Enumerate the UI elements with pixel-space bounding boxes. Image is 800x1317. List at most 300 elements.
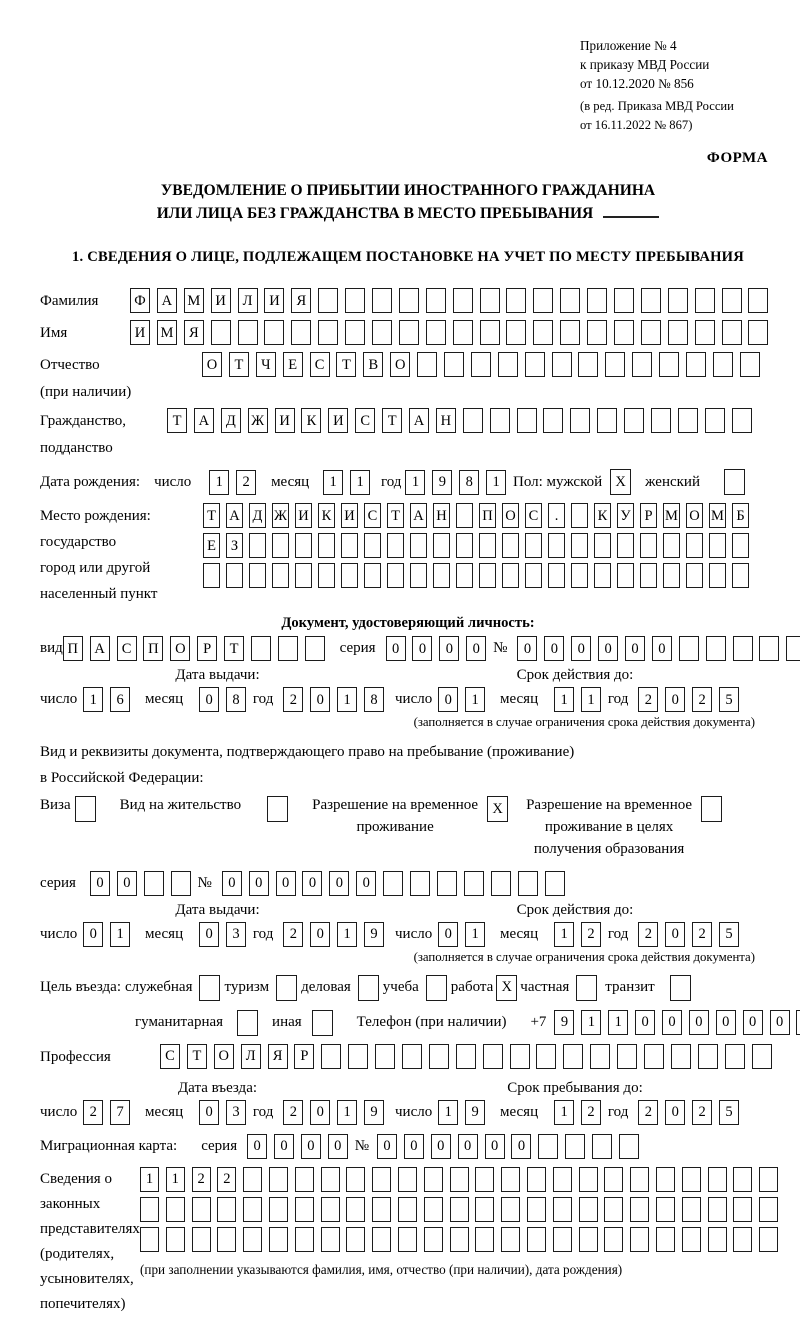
representatives-input-row2[interactable] bbox=[140, 1197, 785, 1222]
migration-number-input[interactable] bbox=[377, 1134, 646, 1159]
char-cell[interactable]: А bbox=[226, 503, 243, 528]
char-cell[interactable] bbox=[579, 1227, 598, 1252]
char-cell[interactable] bbox=[752, 1044, 772, 1069]
char-cell[interactable]: 0 bbox=[665, 687, 685, 712]
char-cell[interactable]: 0 bbox=[199, 922, 219, 947]
char-cell[interactable] bbox=[560, 288, 580, 313]
residence-expiry-month-input[interactable] bbox=[554, 922, 608, 947]
char-cell[interactable]: 2 bbox=[581, 1100, 601, 1125]
char-cell[interactable]: П bbox=[143, 636, 163, 661]
char-cell[interactable] bbox=[695, 288, 715, 313]
char-cell[interactable] bbox=[759, 1227, 778, 1252]
char-cell[interactable] bbox=[604, 1167, 623, 1192]
char-cell[interactable]: В bbox=[363, 352, 383, 377]
char-cell[interactable] bbox=[318, 288, 338, 313]
char-cell[interactable]: Я bbox=[291, 288, 311, 313]
char-cell[interactable]: 0 bbox=[431, 1134, 451, 1159]
char-cell[interactable] bbox=[269, 1197, 288, 1222]
patronymic-input[interactable] bbox=[202, 352, 767, 377]
char-cell[interactable]: 0 bbox=[438, 922, 458, 947]
char-cell[interactable] bbox=[398, 1167, 417, 1192]
char-cell[interactable] bbox=[251, 636, 271, 661]
char-cell[interactable]: К bbox=[594, 503, 611, 528]
surname-input[interactable] bbox=[130, 288, 775, 313]
char-cell[interactable] bbox=[238, 320, 258, 345]
purpose-tourism-checkbox[interactable] bbox=[276, 975, 297, 1001]
char-cell[interactable] bbox=[450, 1227, 469, 1252]
char-cell[interactable] bbox=[518, 871, 538, 896]
char-cell[interactable] bbox=[759, 1197, 778, 1222]
char-cell[interactable]: Л bbox=[241, 1044, 261, 1069]
char-cell[interactable] bbox=[759, 1167, 778, 1192]
char-cell[interactable] bbox=[587, 288, 607, 313]
char-cell[interactable]: Т bbox=[167, 408, 187, 433]
char-cell[interactable] bbox=[605, 352, 625, 377]
char-cell[interactable] bbox=[686, 563, 703, 588]
representatives-input-row3[interactable] bbox=[140, 1227, 785, 1252]
char-cell[interactable] bbox=[644, 1044, 664, 1069]
char-cell[interactable] bbox=[682, 1197, 701, 1222]
char-cell[interactable] bbox=[527, 1227, 546, 1252]
char-cell[interactable] bbox=[375, 1044, 395, 1069]
char-cell[interactable] bbox=[527, 1167, 546, 1192]
char-cell[interactable] bbox=[372, 288, 392, 313]
migration-series-input[interactable] bbox=[247, 1134, 355, 1159]
char-cell[interactable] bbox=[226, 563, 243, 588]
doc-kind-input[interactable] bbox=[63, 636, 332, 661]
char-cell[interactable] bbox=[594, 533, 611, 558]
char-cell[interactable] bbox=[479, 563, 496, 588]
char-cell[interactable]: Т bbox=[224, 636, 244, 661]
char-cell[interactable] bbox=[587, 320, 607, 345]
char-cell[interactable]: А bbox=[90, 636, 110, 661]
char-cell[interactable]: 0 bbox=[458, 1134, 478, 1159]
char-cell[interactable] bbox=[725, 1044, 745, 1069]
char-cell[interactable] bbox=[295, 1227, 314, 1252]
char-cell[interactable] bbox=[686, 352, 706, 377]
char-cell[interactable] bbox=[732, 533, 749, 558]
char-cell[interactable]: 8 bbox=[226, 687, 246, 712]
char-cell[interactable]: 0 bbox=[438, 687, 458, 712]
char-cell[interactable]: Ж bbox=[248, 408, 268, 433]
char-cell[interactable]: 8 bbox=[459, 470, 479, 495]
issue-month-input[interactable] bbox=[199, 687, 253, 712]
char-cell[interactable]: 0 bbox=[377, 1134, 397, 1159]
char-cell[interactable] bbox=[490, 408, 510, 433]
visa-checkbox[interactable] bbox=[75, 796, 96, 822]
expiry-day-input[interactable] bbox=[438, 687, 492, 712]
char-cell[interactable]: 0 bbox=[310, 687, 330, 712]
char-cell[interactable]: 1 bbox=[405, 470, 425, 495]
char-cell[interactable] bbox=[533, 288, 553, 313]
char-cell[interactable] bbox=[450, 1167, 469, 1192]
char-cell[interactable] bbox=[480, 320, 500, 345]
char-cell[interactable]: И bbox=[264, 288, 284, 313]
char-cell[interactable] bbox=[483, 1044, 503, 1069]
char-cell[interactable] bbox=[679, 636, 699, 661]
char-cell[interactable]: 1 bbox=[554, 1100, 574, 1125]
char-cell[interactable] bbox=[211, 320, 231, 345]
char-cell[interactable]: 0 bbox=[635, 1010, 655, 1035]
char-cell[interactable] bbox=[733, 1227, 752, 1252]
char-cell[interactable] bbox=[217, 1197, 236, 1222]
char-cell[interactable]: М bbox=[184, 288, 204, 313]
citizenship-input[interactable] bbox=[167, 408, 759, 433]
char-cell[interactable]: Т bbox=[382, 408, 402, 433]
char-cell[interactable] bbox=[525, 352, 545, 377]
char-cell[interactable]: Д bbox=[249, 503, 266, 528]
char-cell[interactable] bbox=[269, 1167, 288, 1192]
char-cell[interactable] bbox=[321, 1227, 340, 1252]
char-cell[interactable] bbox=[560, 320, 580, 345]
char-cell[interactable]: 3 bbox=[226, 1100, 246, 1125]
char-cell[interactable] bbox=[372, 1167, 391, 1192]
char-cell[interactable] bbox=[740, 352, 760, 377]
char-cell[interactable] bbox=[617, 533, 634, 558]
residence-issue-day-input[interactable] bbox=[83, 922, 137, 947]
char-cell[interactable] bbox=[748, 288, 768, 313]
profession-input[interactable] bbox=[160, 1044, 778, 1069]
char-cell[interactable] bbox=[295, 1167, 314, 1192]
char-cell[interactable]: С bbox=[364, 503, 381, 528]
char-cell[interactable] bbox=[594, 563, 611, 588]
char-cell[interactable] bbox=[456, 563, 473, 588]
char-cell[interactable] bbox=[538, 1134, 558, 1159]
char-cell[interactable]: 0 bbox=[466, 636, 486, 661]
char-cell[interactable]: 1 bbox=[465, 922, 485, 947]
char-cell[interactable] bbox=[140, 1227, 159, 1252]
char-cell[interactable]: 1 bbox=[608, 1010, 628, 1035]
char-cell[interactable]: С bbox=[310, 352, 330, 377]
char-cell[interactable] bbox=[630, 1227, 649, 1252]
char-cell[interactable] bbox=[456, 1044, 476, 1069]
char-cell[interactable]: Л bbox=[238, 288, 258, 313]
char-cell[interactable]: 0 bbox=[716, 1010, 736, 1035]
char-cell[interactable]: 2 bbox=[692, 1100, 712, 1125]
char-cell[interactable] bbox=[295, 1197, 314, 1222]
char-cell[interactable] bbox=[563, 1044, 583, 1069]
purpose-humanitarian-checkbox[interactable] bbox=[237, 1010, 258, 1036]
char-cell[interactable] bbox=[426, 288, 446, 313]
char-cell[interactable]: О bbox=[214, 1044, 234, 1069]
char-cell[interactable]: Т bbox=[387, 503, 404, 528]
char-cell[interactable]: И bbox=[341, 503, 358, 528]
char-cell[interactable]: К bbox=[318, 503, 335, 528]
char-cell[interactable]: 0 bbox=[274, 1134, 294, 1159]
char-cell[interactable]: З bbox=[226, 533, 243, 558]
residence-issue-year-input[interactable] bbox=[283, 922, 391, 947]
char-cell[interactable] bbox=[364, 533, 381, 558]
char-cell[interactable]: 0 bbox=[625, 636, 645, 661]
char-cell[interactable] bbox=[733, 1167, 752, 1192]
char-cell[interactable]: 1 bbox=[166, 1167, 185, 1192]
char-cell[interactable] bbox=[786, 636, 800, 661]
char-cell[interactable] bbox=[708, 1197, 727, 1222]
char-cell[interactable] bbox=[264, 320, 284, 345]
representatives-input-row1[interactable] bbox=[140, 1167, 785, 1192]
purpose-transit-checkbox[interactable] bbox=[670, 975, 691, 1001]
char-cell[interactable] bbox=[444, 352, 464, 377]
char-cell[interactable] bbox=[668, 288, 688, 313]
char-cell[interactable]: Д bbox=[221, 408, 241, 433]
char-cell[interactable]: У bbox=[617, 503, 634, 528]
char-cell[interactable] bbox=[709, 563, 726, 588]
char-cell[interactable] bbox=[346, 1227, 365, 1252]
char-cell[interactable] bbox=[796, 1010, 800, 1035]
char-cell[interactable] bbox=[709, 533, 726, 558]
temp-residence-checkbox[interactable]: X bbox=[487, 796, 508, 822]
purpose-official-checkbox[interactable] bbox=[199, 975, 220, 1001]
char-cell[interactable] bbox=[437, 871, 457, 896]
char-cell[interactable] bbox=[217, 1227, 236, 1252]
char-cell[interactable] bbox=[295, 563, 312, 588]
char-cell[interactable]: Ф bbox=[130, 288, 150, 313]
char-cell[interactable]: 0 bbox=[222, 871, 242, 896]
char-cell[interactable]: М bbox=[157, 320, 177, 345]
char-cell[interactable] bbox=[243, 1197, 262, 1222]
char-cell[interactable] bbox=[705, 408, 725, 433]
char-cell[interactable]: 1 bbox=[323, 470, 343, 495]
char-cell[interactable] bbox=[424, 1227, 443, 1252]
issue-year-input[interactable] bbox=[283, 687, 391, 712]
char-cell[interactable] bbox=[192, 1197, 211, 1222]
char-cell[interactable] bbox=[295, 533, 312, 558]
char-cell[interactable]: А bbox=[409, 408, 429, 433]
char-cell[interactable]: Р bbox=[640, 503, 657, 528]
char-cell[interactable]: 0 bbox=[652, 636, 672, 661]
char-cell[interactable]: 2 bbox=[692, 687, 712, 712]
char-cell[interactable] bbox=[668, 320, 688, 345]
char-cell[interactable] bbox=[203, 563, 220, 588]
char-cell[interactable]: А bbox=[410, 503, 427, 528]
char-cell[interactable]: Т bbox=[336, 352, 356, 377]
char-cell[interactable]: 1 bbox=[337, 922, 357, 947]
char-cell[interactable]: Н bbox=[436, 408, 456, 433]
char-cell[interactable]: С bbox=[525, 503, 542, 528]
char-cell[interactable] bbox=[321, 1167, 340, 1192]
char-cell[interactable]: Я bbox=[184, 320, 204, 345]
char-cell[interactable]: 0 bbox=[117, 871, 137, 896]
birth-year-input[interactable] bbox=[405, 470, 513, 495]
char-cell[interactable]: 0 bbox=[485, 1134, 505, 1159]
char-cell[interactable] bbox=[341, 533, 358, 558]
char-cell[interactable]: 0 bbox=[598, 636, 618, 661]
char-cell[interactable] bbox=[318, 533, 335, 558]
char-cell[interactable] bbox=[656, 1197, 675, 1222]
char-cell[interactable] bbox=[291, 320, 311, 345]
char-cell[interactable]: 0 bbox=[310, 922, 330, 947]
stay-day-input[interactable] bbox=[438, 1100, 492, 1125]
char-cell[interactable]: Е bbox=[203, 533, 220, 558]
char-cell[interactable] bbox=[722, 320, 742, 345]
given-name-input[interactable] bbox=[130, 320, 775, 345]
char-cell[interactable]: Р bbox=[197, 636, 217, 661]
char-cell[interactable] bbox=[364, 563, 381, 588]
char-cell[interactable]: С bbox=[117, 636, 137, 661]
char-cell[interactable] bbox=[640, 533, 657, 558]
char-cell[interactable] bbox=[536, 1044, 556, 1069]
char-cell[interactable]: 9 bbox=[364, 922, 384, 947]
char-cell[interactable] bbox=[506, 320, 526, 345]
char-cell[interactable] bbox=[695, 320, 715, 345]
char-cell[interactable] bbox=[501, 1197, 520, 1222]
char-cell[interactable] bbox=[614, 320, 634, 345]
char-cell[interactable]: 2 bbox=[283, 922, 303, 947]
char-cell[interactable] bbox=[579, 1197, 598, 1222]
char-cell[interactable] bbox=[502, 533, 519, 558]
char-cell[interactable] bbox=[249, 563, 266, 588]
char-cell[interactable] bbox=[571, 563, 588, 588]
char-cell[interactable] bbox=[733, 1197, 752, 1222]
birth-month-input[interactable] bbox=[323, 470, 377, 495]
char-cell[interactable] bbox=[663, 563, 680, 588]
char-cell[interactable]: С bbox=[355, 408, 375, 433]
char-cell[interactable] bbox=[579, 1167, 598, 1192]
char-cell[interactable]: 7 bbox=[110, 1100, 130, 1125]
char-cell[interactable]: 0 bbox=[517, 636, 537, 661]
char-cell[interactable] bbox=[614, 288, 634, 313]
char-cell[interactable]: Т bbox=[203, 503, 220, 528]
char-cell[interactable]: И bbox=[328, 408, 348, 433]
char-cell[interactable]: 1 bbox=[581, 687, 601, 712]
char-cell[interactable] bbox=[433, 563, 450, 588]
char-cell[interactable] bbox=[424, 1167, 443, 1192]
char-cell[interactable] bbox=[708, 1167, 727, 1192]
birth-place-input-row2[interactable] bbox=[203, 533, 755, 558]
char-cell[interactable] bbox=[398, 1197, 417, 1222]
char-cell[interactable] bbox=[722, 288, 742, 313]
char-cell[interactable] bbox=[553, 1167, 572, 1192]
char-cell[interactable] bbox=[604, 1197, 623, 1222]
char-cell[interactable] bbox=[545, 871, 565, 896]
char-cell[interactable]: 2 bbox=[236, 470, 256, 495]
char-cell[interactable] bbox=[671, 1044, 691, 1069]
char-cell[interactable] bbox=[590, 1044, 610, 1069]
char-cell[interactable] bbox=[491, 871, 511, 896]
residence-number-input[interactable] bbox=[222, 871, 572, 896]
char-cell[interactable] bbox=[243, 1167, 262, 1192]
char-cell[interactable] bbox=[426, 320, 446, 345]
char-cell[interactable] bbox=[706, 636, 726, 661]
char-cell[interactable] bbox=[318, 320, 338, 345]
char-cell[interactable] bbox=[410, 871, 430, 896]
char-cell[interactable] bbox=[480, 288, 500, 313]
char-cell[interactable] bbox=[548, 533, 565, 558]
char-cell[interactable] bbox=[624, 408, 644, 433]
char-cell[interactable] bbox=[166, 1197, 185, 1222]
char-cell[interactable] bbox=[305, 636, 325, 661]
char-cell[interactable]: 2 bbox=[638, 1100, 658, 1125]
char-cell[interactable] bbox=[525, 563, 542, 588]
char-cell[interactable] bbox=[619, 1134, 639, 1159]
char-cell[interactable] bbox=[410, 563, 427, 588]
char-cell[interactable]: 0 bbox=[328, 1134, 348, 1159]
char-cell[interactable] bbox=[166, 1227, 185, 1252]
char-cell[interactable] bbox=[708, 1227, 727, 1252]
char-cell[interactable] bbox=[543, 408, 563, 433]
char-cell[interactable]: 9 bbox=[465, 1100, 485, 1125]
char-cell[interactable] bbox=[527, 1197, 546, 1222]
char-cell[interactable] bbox=[698, 1044, 718, 1069]
char-cell[interactable]: О bbox=[170, 636, 190, 661]
char-cell[interactable]: Т bbox=[229, 352, 249, 377]
char-cell[interactable] bbox=[372, 1197, 391, 1222]
char-cell[interactable] bbox=[533, 320, 553, 345]
char-cell[interactable]: 0 bbox=[329, 871, 349, 896]
sex-male-checkbox[interactable]: X bbox=[610, 469, 631, 495]
sex-female-checkbox[interactable] bbox=[724, 469, 745, 495]
char-cell[interactable] bbox=[571, 503, 588, 528]
char-cell[interactable] bbox=[548, 563, 565, 588]
char-cell[interactable]: Н bbox=[433, 503, 450, 528]
char-cell[interactable] bbox=[640, 563, 657, 588]
char-cell[interactable] bbox=[517, 408, 537, 433]
char-cell[interactable] bbox=[321, 1044, 341, 1069]
char-cell[interactable] bbox=[571, 533, 588, 558]
char-cell[interactable] bbox=[424, 1197, 443, 1222]
char-cell[interactable]: 9 bbox=[432, 470, 452, 495]
purpose-private-checkbox[interactable] bbox=[576, 975, 597, 1001]
char-cell[interactable] bbox=[682, 1167, 701, 1192]
expiry-year-input[interactable] bbox=[638, 687, 746, 712]
char-cell[interactable] bbox=[346, 1197, 365, 1222]
char-cell[interactable] bbox=[471, 352, 491, 377]
char-cell[interactable]: 1 bbox=[554, 687, 574, 712]
char-cell[interactable]: К bbox=[301, 408, 321, 433]
char-cell[interactable]: 9 bbox=[554, 1010, 574, 1035]
char-cell[interactable]: 1 bbox=[337, 1100, 357, 1125]
expiry-month-input[interactable] bbox=[554, 687, 608, 712]
char-cell[interactable] bbox=[759, 636, 779, 661]
purpose-business-checkbox[interactable] bbox=[358, 975, 379, 1001]
char-cell[interactable] bbox=[243, 1227, 262, 1252]
char-cell[interactable] bbox=[345, 288, 365, 313]
char-cell[interactable]: 0 bbox=[689, 1010, 709, 1035]
char-cell[interactable] bbox=[475, 1227, 494, 1252]
char-cell[interactable]: 1 bbox=[465, 687, 485, 712]
char-cell[interactable] bbox=[318, 563, 335, 588]
temp-residence-edu-checkbox[interactable] bbox=[701, 796, 722, 822]
char-cell[interactable] bbox=[597, 408, 617, 433]
char-cell[interactable] bbox=[682, 1227, 701, 1252]
char-cell[interactable]: О bbox=[390, 352, 410, 377]
char-cell[interactable]: 0 bbox=[743, 1010, 763, 1035]
char-cell[interactable] bbox=[140, 1197, 159, 1222]
char-cell[interactable] bbox=[663, 533, 680, 558]
char-cell[interactable] bbox=[192, 1227, 211, 1252]
char-cell[interactable]: Т bbox=[187, 1044, 207, 1069]
char-cell[interactable]: Я bbox=[268, 1044, 288, 1069]
char-cell[interactable]: 5 bbox=[719, 1100, 739, 1125]
char-cell[interactable] bbox=[456, 533, 473, 558]
char-cell[interactable] bbox=[659, 352, 679, 377]
char-cell[interactable] bbox=[641, 288, 661, 313]
char-cell[interactable] bbox=[479, 533, 496, 558]
char-cell[interactable]: И bbox=[130, 320, 150, 345]
char-cell[interactable] bbox=[617, 1044, 637, 1069]
entry-day-input[interactable] bbox=[83, 1100, 137, 1125]
char-cell[interactable]: 3 bbox=[226, 922, 246, 947]
char-cell[interactable] bbox=[410, 533, 427, 558]
char-cell[interactable] bbox=[510, 1044, 530, 1069]
char-cell[interactable] bbox=[732, 563, 749, 588]
purpose-study-checkbox[interactable] bbox=[426, 975, 447, 1001]
char-cell[interactable]: 0 bbox=[301, 1134, 321, 1159]
purpose-work-checkbox[interactable]: X bbox=[496, 975, 517, 1001]
birth-place-input-row1[interactable] bbox=[203, 503, 755, 528]
char-cell[interactable] bbox=[433, 533, 450, 558]
char-cell[interactable]: 0 bbox=[662, 1010, 682, 1035]
